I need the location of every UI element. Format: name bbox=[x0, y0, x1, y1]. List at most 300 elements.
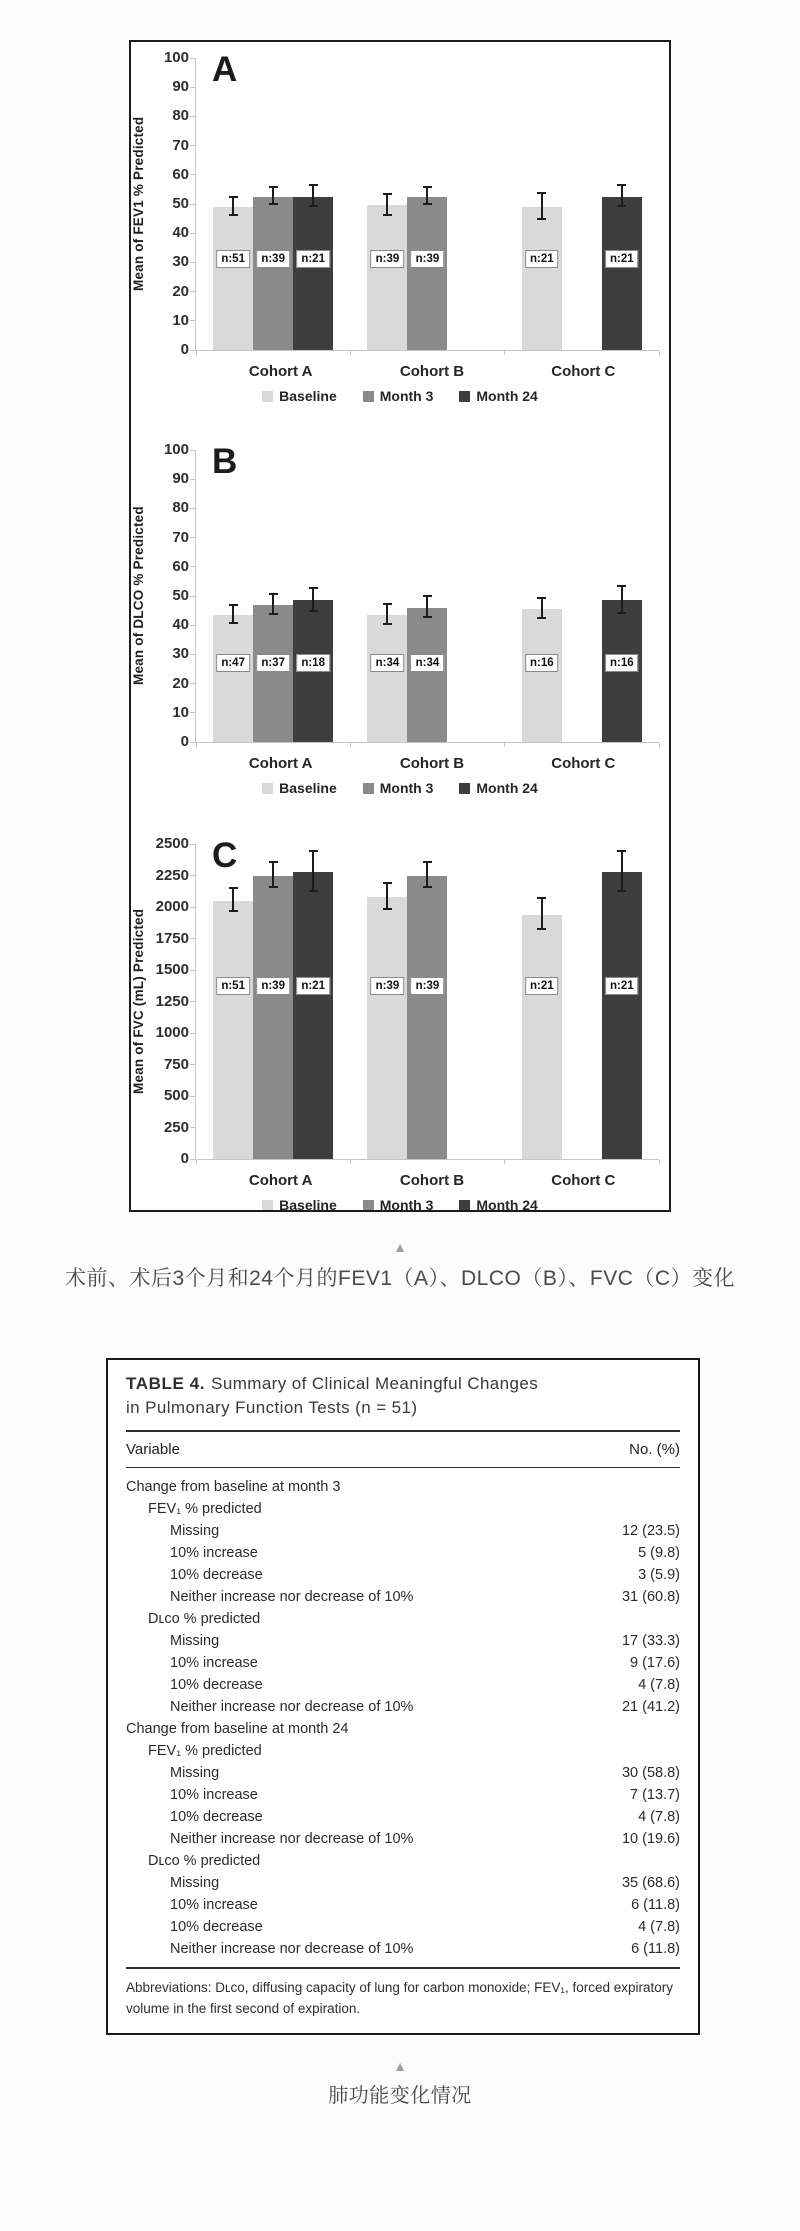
bar bbox=[213, 615, 253, 742]
x-tick-mark bbox=[659, 1160, 660, 1164]
x-tick-mark bbox=[659, 743, 660, 747]
tick-label: 30 bbox=[172, 253, 189, 271]
table-title-line2: in Pulmonary Function Tests (n = 51) bbox=[126, 1398, 418, 1418]
chart-panel-a bbox=[131, 49, 669, 404]
x-tick-mark bbox=[196, 743, 197, 747]
row-label: Neither increase nor decrease of 10% bbox=[170, 1941, 414, 1958]
tick-mark bbox=[190, 174, 195, 175]
cohort-label: Cohort A bbox=[248, 755, 313, 772]
error-bar bbox=[426, 597, 428, 617]
tick-label: 90 bbox=[172, 470, 189, 488]
tick-mark bbox=[190, 970, 195, 971]
row-value: 3 (5.9) bbox=[638, 1567, 680, 1584]
panel-letter: B bbox=[212, 442, 238, 481]
table-title bbox=[126, 1372, 680, 1420]
legend-swatch bbox=[262, 1200, 273, 1211]
row-label: Missing bbox=[170, 1765, 220, 1782]
tick-mark bbox=[190, 596, 195, 597]
n-badge: n:21 bbox=[296, 977, 330, 995]
tick-label: 750 bbox=[163, 1055, 189, 1073]
tick-mark bbox=[190, 1127, 195, 1128]
x-tick-mark bbox=[350, 743, 351, 747]
error-bar bbox=[541, 599, 543, 619]
row-label: 10% decrease bbox=[170, 1677, 263, 1694]
legend-item bbox=[363, 1197, 434, 1212]
bar-group bbox=[350, 58, 504, 350]
row-label: 10% increase bbox=[170, 1545, 258, 1562]
error-bar-cap bbox=[383, 214, 392, 216]
legend-item bbox=[459, 780, 537, 796]
error-bar bbox=[312, 589, 314, 612]
legend-label: Month 24 bbox=[476, 1197, 538, 1212]
row-value: 17 (33.3) bbox=[621, 1633, 680, 1650]
table-row bbox=[126, 1894, 680, 1916]
y-axis-ticks bbox=[151, 49, 195, 358]
cohort-label: Cohort A bbox=[248, 1172, 313, 1189]
table-col-header-variable: Variable bbox=[126, 1441, 180, 1459]
legend-swatch bbox=[459, 391, 470, 402]
tick-label: 2250 bbox=[155, 866, 189, 884]
y-axis-label: Mean of DLCO % Predicted bbox=[131, 506, 146, 686]
legend-label: Baseline bbox=[279, 780, 337, 796]
tick-label: 50 bbox=[172, 587, 189, 604]
row-value: 30 (58.8) bbox=[621, 1765, 680, 1782]
row-label: 10% increase bbox=[170, 1655, 258, 1672]
table-caption: 肺功能变化情况 bbox=[328, 2085, 472, 2108]
tick-mark bbox=[190, 450, 195, 451]
bar-slot bbox=[213, 844, 253, 1159]
table-number: TABLE 4. bbox=[126, 1374, 206, 1393]
x-tick-mark bbox=[350, 351, 351, 355]
error-bar bbox=[386, 884, 388, 909]
legend-label: Month 3 bbox=[379, 1197, 434, 1212]
tick-label: 100 bbox=[163, 49, 189, 66]
row-value: 4 (7.8) bbox=[638, 1677, 680, 1694]
row-label: Change from baseline at month 24 bbox=[126, 1721, 349, 1738]
tick-label: 1250 bbox=[155, 992, 189, 1010]
tick-label: 1000 bbox=[155, 1024, 189, 1041]
table-rows bbox=[126, 1468, 680, 1960]
row-value: 6 (11.8) bbox=[631, 1941, 680, 1958]
divider bbox=[126, 1967, 680, 1969]
x-tick-mark bbox=[504, 1160, 505, 1164]
n-badge: n:34 bbox=[411, 654, 445, 672]
n-badge: n:51 bbox=[216, 977, 250, 995]
bar-slot bbox=[522, 58, 562, 350]
legend-item bbox=[262, 388, 337, 404]
bar-group bbox=[505, 450, 659, 742]
table-row bbox=[126, 1872, 680, 1894]
error-bar bbox=[386, 605, 388, 625]
figure-caption: 术前、术后3个月和24个月的FEV1（A）、DLCO（B）、FVC（C）变化 bbox=[64, 1267, 736, 1290]
table-row bbox=[126, 1740, 680, 1762]
table-row bbox=[126, 1916, 680, 1938]
bar bbox=[602, 872, 642, 1159]
bar bbox=[367, 615, 407, 742]
bar-slot bbox=[602, 58, 642, 350]
y-axis-ticks bbox=[151, 835, 195, 1167]
bar bbox=[293, 197, 333, 350]
bar-slot bbox=[293, 450, 333, 742]
row-value: 9 (17.6) bbox=[630, 1655, 680, 1672]
row-value: 4 (7.8) bbox=[638, 1919, 680, 1936]
cohort-label: Cohort B bbox=[399, 363, 465, 380]
chart-panel-b bbox=[131, 441, 669, 796]
table-row bbox=[126, 1938, 680, 1960]
legend-item bbox=[363, 388, 434, 404]
bar-slot bbox=[213, 450, 253, 742]
tick-label: 20 bbox=[172, 674, 189, 692]
row-value: 10 (19.6) bbox=[621, 1831, 680, 1848]
tick-label: 100 bbox=[163, 441, 189, 458]
bar-slot bbox=[293, 844, 333, 1159]
row-value: 5 (9.8) bbox=[638, 1545, 680, 1562]
bar-slot bbox=[602, 844, 642, 1159]
n-badge: n:39 bbox=[411, 250, 445, 268]
table-row bbox=[126, 1542, 680, 1564]
tick-mark bbox=[190, 1096, 195, 1097]
plot-area bbox=[195, 442, 659, 743]
legend-item bbox=[262, 1197, 337, 1212]
x-axis-labels bbox=[205, 351, 659, 380]
n-badge: n:51 bbox=[216, 250, 250, 268]
n-badge: n:34 bbox=[371, 654, 405, 672]
bar-slot bbox=[562, 450, 602, 742]
tick-mark bbox=[190, 654, 195, 655]
table-row bbox=[126, 1718, 680, 1740]
tick-mark bbox=[190, 566, 195, 567]
error-bar bbox=[386, 195, 388, 215]
error-bar bbox=[312, 186, 314, 206]
tick-mark bbox=[190, 742, 195, 743]
error-bar bbox=[232, 889, 234, 912]
error-bar bbox=[621, 186, 623, 206]
tick-mark bbox=[190, 320, 195, 321]
bar-slot bbox=[407, 450, 447, 742]
tick-label: 0 bbox=[180, 733, 189, 750]
error-bar-cap bbox=[269, 886, 278, 888]
tick-mark bbox=[190, 938, 195, 939]
n-badge: n:21 bbox=[525, 977, 559, 995]
error-bar bbox=[621, 587, 623, 613]
row-value: 6 (11.8) bbox=[631, 1897, 680, 1914]
tick-label: 70 bbox=[172, 136, 189, 154]
n-badge: n:39 bbox=[371, 977, 405, 995]
bar-slot bbox=[367, 450, 407, 742]
chart-area bbox=[131, 49, 669, 358]
bar-slot bbox=[562, 58, 602, 350]
bar-group bbox=[196, 58, 350, 350]
row-label: Dʟᴄᴏ % predicted bbox=[148, 1611, 261, 1628]
error-bar-cap bbox=[229, 196, 238, 198]
legend bbox=[131, 1197, 669, 1212]
bar-slot bbox=[447, 450, 487, 742]
figure-caption-triangle-icon: ▲ bbox=[393, 1239, 407, 1255]
bar-groups bbox=[196, 450, 659, 742]
x-tick-mark bbox=[504, 351, 505, 355]
error-bar-cap bbox=[309, 205, 318, 207]
tick-mark bbox=[190, 508, 195, 509]
tick-label: 1750 bbox=[155, 929, 189, 947]
tick-mark bbox=[190, 712, 195, 713]
tick-label: 250 bbox=[163, 1118, 189, 1136]
tick-label: 60 bbox=[172, 165, 189, 183]
error-bar-cap bbox=[383, 882, 392, 884]
plot-area bbox=[195, 50, 659, 351]
tick-label: 10 bbox=[172, 311, 189, 329]
cohort-label: Cohort C bbox=[551, 755, 616, 772]
error-bar-cap bbox=[269, 203, 278, 205]
error-bar bbox=[541, 194, 543, 220]
table-row bbox=[126, 1696, 680, 1718]
error-bar-cap bbox=[423, 861, 432, 863]
bar-group bbox=[350, 450, 504, 742]
error-bar-cap bbox=[383, 193, 392, 195]
row-value: 4 (7.8) bbox=[638, 1809, 680, 1826]
chart-area bbox=[131, 441, 669, 750]
table-row bbox=[126, 1652, 680, 1674]
figure-box bbox=[129, 40, 671, 1212]
tick-label: 10 bbox=[172, 703, 189, 721]
bar-group bbox=[350, 844, 504, 1159]
row-label: 10% decrease bbox=[170, 1919, 263, 1936]
row-value: 12 (23.5) bbox=[621, 1523, 680, 1540]
table-row bbox=[126, 1586, 680, 1608]
tick-label: 2500 bbox=[155, 835, 189, 852]
table-title-line1: TABLE 4. Summary of Clinical Meaningful Changes bbox=[126, 1374, 539, 1393]
error-bar-cap bbox=[423, 186, 432, 188]
tick-mark bbox=[190, 537, 195, 538]
bar bbox=[367, 897, 407, 1159]
row-label: 10% decrease bbox=[170, 1567, 263, 1584]
error-bar-cap bbox=[309, 587, 318, 589]
error-bar-cap bbox=[537, 617, 546, 619]
error-bar bbox=[541, 899, 543, 929]
bar-slot bbox=[293, 58, 333, 350]
tick-label: 80 bbox=[172, 499, 189, 517]
n-badge: n:16 bbox=[605, 654, 639, 672]
error-bar-cap bbox=[617, 850, 626, 852]
bar bbox=[522, 915, 562, 1159]
bar bbox=[602, 197, 642, 350]
error-bar-cap bbox=[269, 613, 278, 615]
bar bbox=[253, 876, 293, 1160]
error-bar-cap bbox=[309, 890, 318, 892]
error-bar bbox=[621, 852, 623, 892]
tick-mark bbox=[190, 87, 195, 88]
bar-slot bbox=[253, 844, 293, 1159]
table-row bbox=[126, 1762, 680, 1784]
error-bar-cap bbox=[309, 850, 318, 852]
legend-swatch bbox=[363, 391, 374, 402]
page bbox=[0, 40, 800, 2231]
n-badge: n:21 bbox=[296, 250, 330, 268]
legend-item bbox=[363, 780, 434, 796]
bar-slot bbox=[522, 844, 562, 1159]
table-column-headers bbox=[126, 1432, 680, 1467]
row-label: Neither increase nor decrease of 10% bbox=[170, 1699, 414, 1716]
tick-label: 1500 bbox=[155, 961, 189, 978]
error-bar-cap bbox=[229, 887, 238, 889]
legend-item bbox=[262, 780, 337, 796]
bar bbox=[407, 608, 447, 742]
legend-swatch bbox=[262, 391, 273, 402]
error-bar-cap bbox=[383, 603, 392, 605]
error-bar-cap bbox=[229, 214, 238, 216]
error-bar bbox=[312, 852, 314, 892]
bar-groups bbox=[196, 58, 659, 350]
cohort-label: Cohort B bbox=[399, 755, 465, 772]
table-row bbox=[126, 1784, 680, 1806]
bar bbox=[253, 197, 293, 350]
bar-slot bbox=[602, 450, 642, 742]
error-bar-cap bbox=[617, 585, 626, 587]
tick-mark bbox=[190, 116, 195, 117]
error-bar-cap bbox=[423, 203, 432, 205]
error-bar-cap bbox=[537, 218, 546, 220]
legend-label: Month 24 bbox=[476, 780, 538, 796]
bar-slot bbox=[367, 844, 407, 1159]
tick-mark bbox=[190, 1033, 195, 1034]
row-label: 10% increase bbox=[170, 1787, 258, 1804]
table-row bbox=[126, 1850, 680, 1872]
n-badge: n:21 bbox=[525, 250, 559, 268]
bar-slot bbox=[447, 58, 487, 350]
table-box bbox=[106, 1358, 700, 2035]
tick-mark bbox=[190, 1159, 195, 1160]
x-tick-mark bbox=[350, 1160, 351, 1164]
table-row bbox=[126, 1520, 680, 1542]
tick-label: 20 bbox=[172, 282, 189, 300]
error-bar-cap bbox=[537, 928, 546, 930]
n-badge: n:39 bbox=[371, 250, 405, 268]
legend-label: Baseline bbox=[279, 1197, 337, 1212]
tick-label: 40 bbox=[172, 616, 189, 634]
error-bar-cap bbox=[309, 610, 318, 612]
table-row bbox=[126, 1564, 680, 1586]
legend-label: Baseline bbox=[279, 388, 337, 404]
bar bbox=[407, 876, 447, 1160]
error-bar-cap bbox=[229, 910, 238, 912]
row-label: Missing bbox=[170, 1875, 220, 1892]
table-row bbox=[126, 1476, 680, 1498]
legend-label: Month 3 bbox=[379, 388, 434, 404]
x-tick-mark bbox=[196, 1160, 197, 1164]
cohort-label: Cohort C bbox=[551, 1172, 616, 1189]
tick-label: 0 bbox=[180, 1150, 189, 1167]
legend-label: Month 24 bbox=[476, 388, 538, 404]
tick-label: 70 bbox=[172, 528, 189, 546]
error-bar-cap bbox=[423, 886, 432, 888]
error-bar-cap bbox=[537, 597, 546, 599]
n-badge: n:21 bbox=[605, 977, 639, 995]
tick-label: 2000 bbox=[155, 898, 189, 915]
legend-label: Month 3 bbox=[379, 780, 434, 796]
error-bar-cap bbox=[617, 612, 626, 614]
legend-swatch bbox=[459, 1200, 470, 1211]
tick-mark bbox=[190, 262, 195, 263]
table-row bbox=[126, 1828, 680, 1850]
n-badge: n:16 bbox=[525, 654, 559, 672]
bar-slot bbox=[522, 450, 562, 742]
error-bar-cap bbox=[383, 908, 392, 910]
bar bbox=[213, 901, 253, 1159]
n-badge: n:39 bbox=[256, 250, 290, 268]
y-axis-ticks bbox=[151, 441, 195, 750]
legend-swatch bbox=[262, 783, 273, 794]
bar-slot bbox=[253, 450, 293, 742]
error-bar-cap bbox=[423, 595, 432, 597]
error-bar-cap bbox=[383, 623, 392, 625]
n-badge: n:39 bbox=[411, 977, 445, 995]
error-bar-cap bbox=[229, 622, 238, 624]
error-bar-cap bbox=[537, 192, 546, 194]
legend-item bbox=[459, 388, 537, 404]
tick-mark bbox=[190, 233, 195, 234]
tick-label: 40 bbox=[172, 224, 189, 242]
row-value: 31 (60.8) bbox=[621, 1589, 680, 1606]
bar bbox=[253, 605, 293, 742]
cohort-label: Cohort B bbox=[399, 1172, 465, 1189]
n-badge: n:47 bbox=[216, 654, 250, 672]
row-label: 10% increase bbox=[170, 1897, 258, 1914]
bar-slot bbox=[367, 58, 407, 350]
row-label: FEV₁ % predicted bbox=[148, 1743, 262, 1760]
chart-area bbox=[131, 835, 669, 1167]
tick-mark bbox=[190, 479, 195, 480]
bar bbox=[367, 205, 407, 350]
bar bbox=[522, 207, 562, 350]
row-label: Missing bbox=[170, 1633, 220, 1650]
table-row bbox=[126, 1806, 680, 1828]
panel-letter: C bbox=[212, 836, 238, 875]
error-bar bbox=[272, 595, 274, 615]
row-value: 7 (13.7) bbox=[630, 1787, 680, 1804]
tick-mark bbox=[190, 625, 195, 626]
bar-slot bbox=[562, 844, 602, 1159]
tick-mark bbox=[190, 58, 195, 59]
table-col-header-no-pct: No. (%) bbox=[629, 1441, 680, 1459]
x-tick-mark bbox=[659, 351, 660, 355]
n-badge: n:21 bbox=[605, 250, 639, 268]
tick-mark bbox=[190, 844, 195, 845]
tick-mark bbox=[190, 291, 195, 292]
error-bar-cap bbox=[309, 184, 318, 186]
row-label: Neither increase nor decrease of 10% bbox=[170, 1589, 414, 1606]
table-row bbox=[126, 1630, 680, 1652]
tick-mark bbox=[190, 1064, 195, 1065]
tick-mark bbox=[190, 907, 195, 908]
tick-mark bbox=[190, 204, 195, 205]
error-bar-cap bbox=[269, 186, 278, 188]
cohort-label: Cohort A bbox=[248, 363, 313, 380]
x-axis-labels bbox=[205, 743, 659, 772]
row-label: Neither increase nor decrease of 10% bbox=[170, 1831, 414, 1848]
tick-label: 50 bbox=[172, 195, 189, 212]
n-badge: n:39 bbox=[256, 977, 290, 995]
bar-group bbox=[505, 58, 659, 350]
bar-slot bbox=[253, 58, 293, 350]
legend-swatch bbox=[363, 783, 374, 794]
y-axis-label: Mean of FVC (mL) Predicted bbox=[131, 908, 146, 1095]
n-badge: n:18 bbox=[296, 654, 330, 672]
error-bar-cap bbox=[269, 861, 278, 863]
legend bbox=[131, 388, 669, 404]
legend-swatch bbox=[363, 1200, 374, 1211]
table-row bbox=[126, 1674, 680, 1696]
x-axis-labels bbox=[205, 1160, 659, 1189]
bar-slot bbox=[447, 844, 487, 1159]
